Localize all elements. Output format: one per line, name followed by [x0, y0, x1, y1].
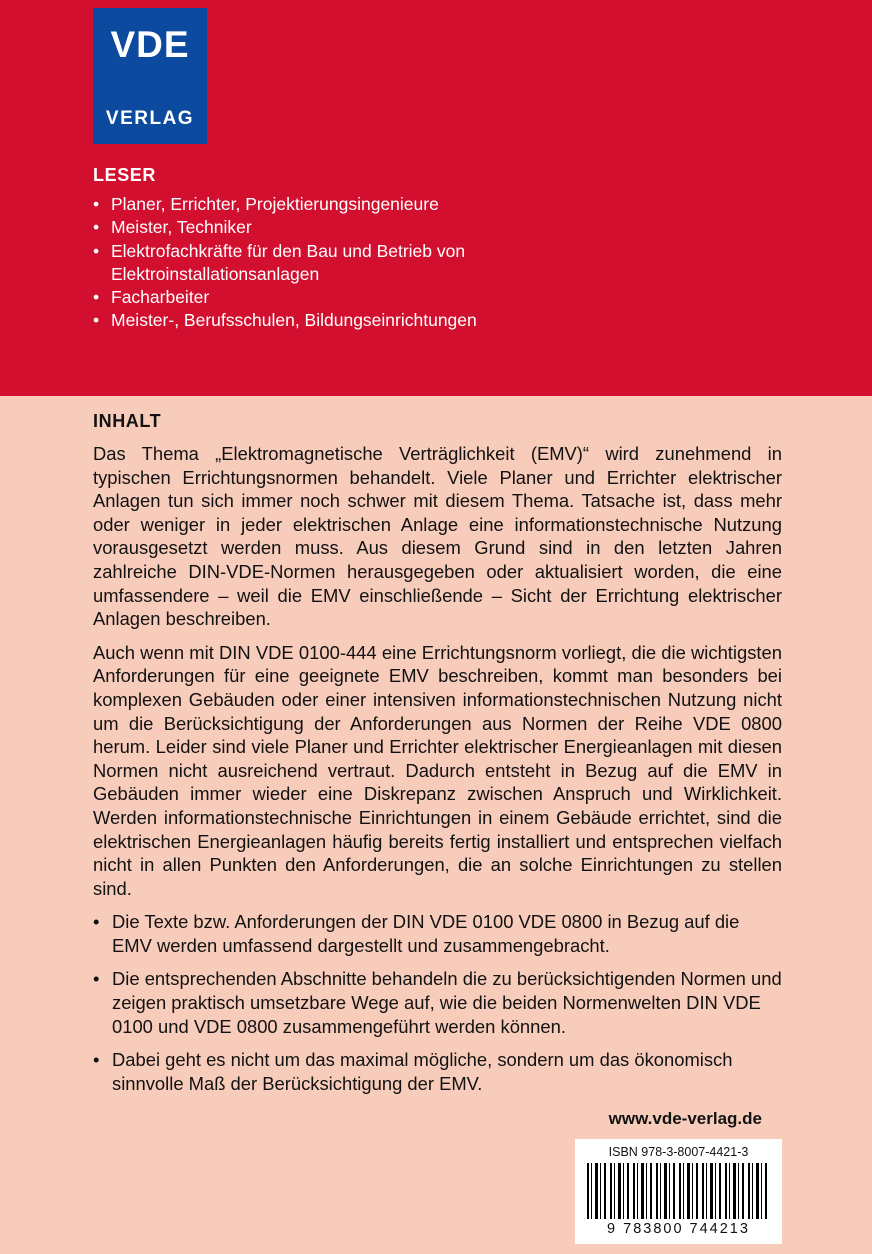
inhalt-list	[93, 910, 782, 1095]
isbn-digits: 9 783800 744213	[607, 1221, 750, 1238]
bullet-icon: •	[93, 968, 100, 990]
leser-item-text: Elektrofachkräfte für den Bau und Betrieb von Elektroinstallationsanlagen	[111, 240, 466, 284]
inhalt-bullet-text: Die Texte bzw. Anforderungen der DIN VDE 0100 VDE 0800 in Bezug auf die EMV werden umfassend dargestellt und zusammengebracht.	[112, 911, 740, 956]
barcode-icon	[587, 1163, 771, 1219]
leser-item	[93, 286, 525, 309]
inhalt-bullet-text: Dabei geht es nicht um das maximal mögliche, sondern um das ökonomisch sinnvolle Maß der Berücksichtigung der EMV.	[112, 1049, 733, 1094]
bullet-icon: •	[93, 310, 100, 331]
isbn-label: ISBN 978-3-8007-4421-3	[608, 1145, 749, 1160]
leser-item	[93, 309, 525, 332]
inhalt-section	[0, 396, 872, 1244]
leser-list	[93, 193, 525, 333]
inhalt-paragraph-2: Auch wenn mit DIN VDE 0100-444 eine Errichtungsnorm vorliegt, die die wichtigsten Anforderungen für eine geeignete EMV beschreiben, kommt man besonders bei komplexen Gebäuden oder einer intensiven informationstechnischen Nutzung nicht um die Berücksichtigung der Anforderungen aus Normen der Reihe VDE 0800 herum. Leider sind viele Planer und Errichter elektrischer Energieanlagen mit diesen Normen nicht ausreichend vertraut. Dadurch entsteht in Bezug auf die EMV in Gebäuden immer wieder eine Diskrepanz zwischen Anspruch und Wirklichkeit. Werden informationstechnische Einrichtungen in einem Gebäude errichtet, sind die elektrischen Energieanlagen häufig bereits fertig installiert und entsprechen vielfach nicht in allen Punkten den Anforderungen, die an solche Einrichtungen zu stellen sind.	[93, 641, 782, 899]
inhalt-bullet-item	[93, 967, 782, 1038]
inhalt-bullet-item	[93, 1048, 782, 1095]
leser-item-text: Facharbeiter	[111, 287, 210, 308]
inhalt-bullet-item	[93, 910, 782, 957]
leser-item	[93, 240, 525, 287]
inhalt-paragraph-1: Das Thema „Elektromagnetische Verträglichkeit (EMV)“ wird zunehmend in typischen Errichtungsnormen behandelt. Viele Planer und Errichter elektrischer Anlagen tun sich immer noch schwer mit diesem Thema. Tatsache ist, dass mehr oder weniger in jeder elektrischen Anlage eine informationstechnische Nutzung vorausgesetzt werden muss. Aus diesem Grund sind in den letzten Jahren zahlreiche DIN-VDE-Normen herausgegeben oder aktualisiert worden, die eine umfassendere – weil die EMV einschließende – Sicht der Errichtung elektrischer Anlagen beschreiben.	[93, 443, 782, 630]
bullet-icon: •	[93, 287, 100, 308]
vde-verlag-logo	[93, 8, 207, 144]
leser-section	[0, 0, 872, 396]
bullet-icon: •	[93, 911, 100, 933]
publisher-website: www.vde-verlag.de	[608, 1109, 762, 1129]
bullet-icon: •	[93, 217, 100, 238]
leser-item-text: Meister-, Berufsschulen, Bildungseinrichtungen	[111, 310, 477, 331]
leser-heading: LESER	[93, 165, 157, 185]
inhalt-bullet-text: Die entsprechenden Abschnitte behandeln die zu berücksichtigenden Normen und zeigen praktisch umsetzbare Wege auf, wie die beiden Normenwelten DIN VDE 0100 und VDE 0800 zusammengeführt werden können.	[112, 968, 782, 1037]
bullet-icon: •	[93, 194, 100, 214]
logo-text-verlag: VERLAG	[105, 108, 195, 129]
isbn-barcode-box	[575, 1139, 782, 1244]
bullet-icon: •	[93, 1049, 100, 1071]
bullet-icon: •	[93, 240, 100, 261]
leser-item	[93, 193, 525, 216]
leser-item-text: Planer, Errichter, Projektierungsingenieure	[111, 194, 439, 214]
leser-item	[93, 216, 525, 239]
leser-item-text: Meister, Techniker	[111, 217, 252, 238]
inhalt-heading: INHALT	[93, 411, 162, 431]
logo-text-vde: VDE	[110, 24, 190, 65]
